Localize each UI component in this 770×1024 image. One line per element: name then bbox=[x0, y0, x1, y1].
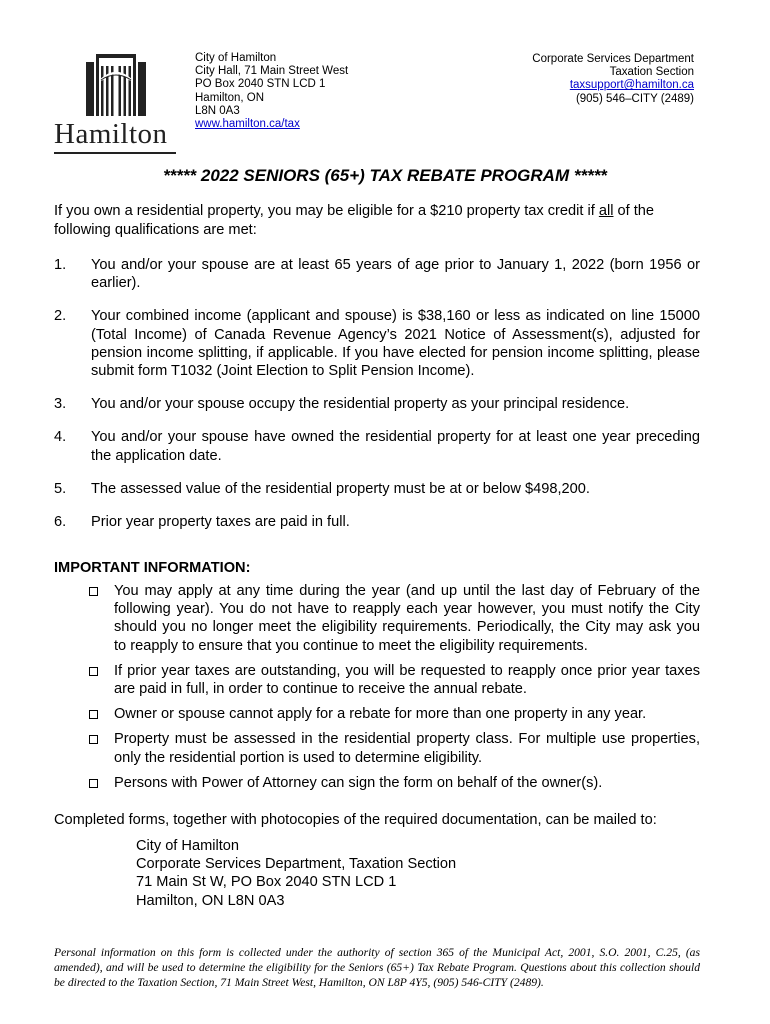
qualification-item bbox=[54, 428, 700, 464]
page-title: ***** 2022 SENIORS (65+) TAX REBATE PROGRAM ***** bbox=[163, 166, 607, 185]
important-item bbox=[85, 730, 700, 766]
item-text: The assessed value of the residential property must be at or below $498,200. bbox=[91, 480, 590, 497]
city-logo bbox=[54, 54, 178, 154]
logo-underline bbox=[54, 152, 176, 154]
item-text: Your combined income (applicant and spouse) is $38,160 or less as indicated on line 15000 (Total Income) of Canada Revenue Agency’s 2021 Notice of Assessment(s), adjusted for pension income splitting, if applicable. If you have elected for pension income splitting, please submit form T1032 (Joint Election to Split Pension Income). bbox=[91, 308, 700, 380]
department-address-block bbox=[532, 53, 694, 106]
qualification-item bbox=[54, 480, 700, 498]
mailing-line: City of Hamilton bbox=[136, 838, 239, 854]
item-text: You and/or your spouse occupy the residential property as your principal residence. bbox=[91, 396, 630, 413]
item-number: 3. bbox=[54, 396, 67, 413]
important-item bbox=[85, 662, 700, 698]
important-heading: IMPORTANT INFORMATION: bbox=[54, 560, 251, 576]
item-number: 2. bbox=[54, 308, 67, 325]
checkbox-bullet-icon bbox=[89, 667, 98, 676]
important-list bbox=[85, 582, 700, 799]
mailing-line: 71 Main St W, PO Box 2040 STN LCD 1 bbox=[136, 874, 397, 891]
checkbox-bullet-icon bbox=[89, 779, 98, 788]
phone-number: (905) 546–CITY (2489) bbox=[575, 92, 694, 105]
intro-text: If you own a residential property, you may be eligible for a $210 property tax credit if bbox=[54, 203, 599, 219]
item-text: You may apply at any time during the year (and up until the last day of February of the following year). You do not have to reapply each year however, you must notify the City should you no longer meet the eligibility requirements. Periodically, the City may ask you to reapply to ensure that you continue to meet the eligibility requirements. bbox=[114, 583, 700, 654]
checkbox-bullet-icon bbox=[89, 710, 98, 719]
item-text: If prior year taxes are outstanding, you will be requested to reapply once prior year taxes are paid in full, in order to continue to receive the annual rebate. bbox=[114, 662, 700, 698]
qualification-item bbox=[54, 256, 700, 292]
mailing-address bbox=[136, 837, 456, 910]
intro-paragraph bbox=[54, 202, 700, 239]
important-item bbox=[85, 705, 700, 723]
item-text: You and/or your spouse are at least 65 years of age prior to January 1, 2022 (born 1956 or earlier). bbox=[91, 257, 700, 292]
important-item bbox=[85, 582, 700, 655]
checkbox-bullet-icon bbox=[89, 587, 98, 596]
logo-wordmark: Hamilton bbox=[54, 118, 168, 150]
city-hall-emblem-icon bbox=[84, 54, 148, 116]
qualifications-list bbox=[54, 256, 700, 546]
mailing-line: Corporate Services Department, Taxation Section bbox=[136, 856, 457, 873]
item-text: Property must be assessed in the residential property class. For multiple use properties, only the residential portion is used to determine eligibility. bbox=[114, 731, 700, 766]
mailing-intro: Completed forms, together with photocopies of the required documentation, can be mailed to: bbox=[54, 812, 657, 828]
city-address-block bbox=[195, 52, 348, 131]
item-number: 4. bbox=[54, 429, 67, 446]
qualification-item bbox=[54, 395, 700, 413]
intro-emphasis: all bbox=[598, 203, 614, 219]
address-line: L8N 0A3 bbox=[195, 104, 240, 117]
address-line: City of Hamilton bbox=[195, 52, 277, 64]
item-number: 5. bbox=[54, 480, 67, 497]
qualification-item bbox=[54, 513, 700, 531]
item-text: Prior year property taxes are paid in full. bbox=[91, 514, 350, 531]
intro-text: of the following qualifications are met: bbox=[54, 203, 655, 238]
website-link[interactable]: www.hamilton.ca/tax bbox=[195, 118, 300, 131]
department-name: Corporate Services Department bbox=[532, 53, 694, 65]
privacy-notice: Personal information on this form is collected under the authority of section 365 of the Municipal Act, 2001, S.O. 2001, C.25, (as amended), and will be used to determine the eligibility for the Seniors (65+) Tax Rebate Program. Questions about this collection should be directed to the Taxation Section, 71 Main Street West, Hamilton, ON L8P 4Y5, (905) 546-CITY (2489). bbox=[54, 946, 700, 990]
section-name: Taxation Section bbox=[609, 66, 694, 79]
item-text: Persons with Power of Attorney can sign the form on behalf of the owner(s). bbox=[114, 774, 603, 791]
checkbox-bullet-icon bbox=[89, 735, 98, 744]
item-text: You and/or your spouse have owned the residential property for at least one year preceding the application date. bbox=[91, 429, 700, 464]
item-text: Owner or spouse cannot apply for a rebate for more than one property in any year. bbox=[114, 706, 647, 723]
important-item bbox=[85, 774, 700, 792]
email-link[interactable]: taxsupport@hamilton.ca bbox=[569, 79, 694, 92]
item-number: 1. bbox=[54, 257, 67, 273]
item-number: 6. bbox=[54, 514, 67, 531]
qualification-item bbox=[54, 307, 700, 380]
address-line: City Hall, 71 Main Street West bbox=[195, 65, 349, 78]
address-line: PO Box 2040 STN LCD 1 bbox=[195, 78, 326, 91]
address-line: Hamilton, ON bbox=[195, 91, 265, 104]
mailing-line: Hamilton, ON L8N 0A3 bbox=[136, 892, 285, 909]
